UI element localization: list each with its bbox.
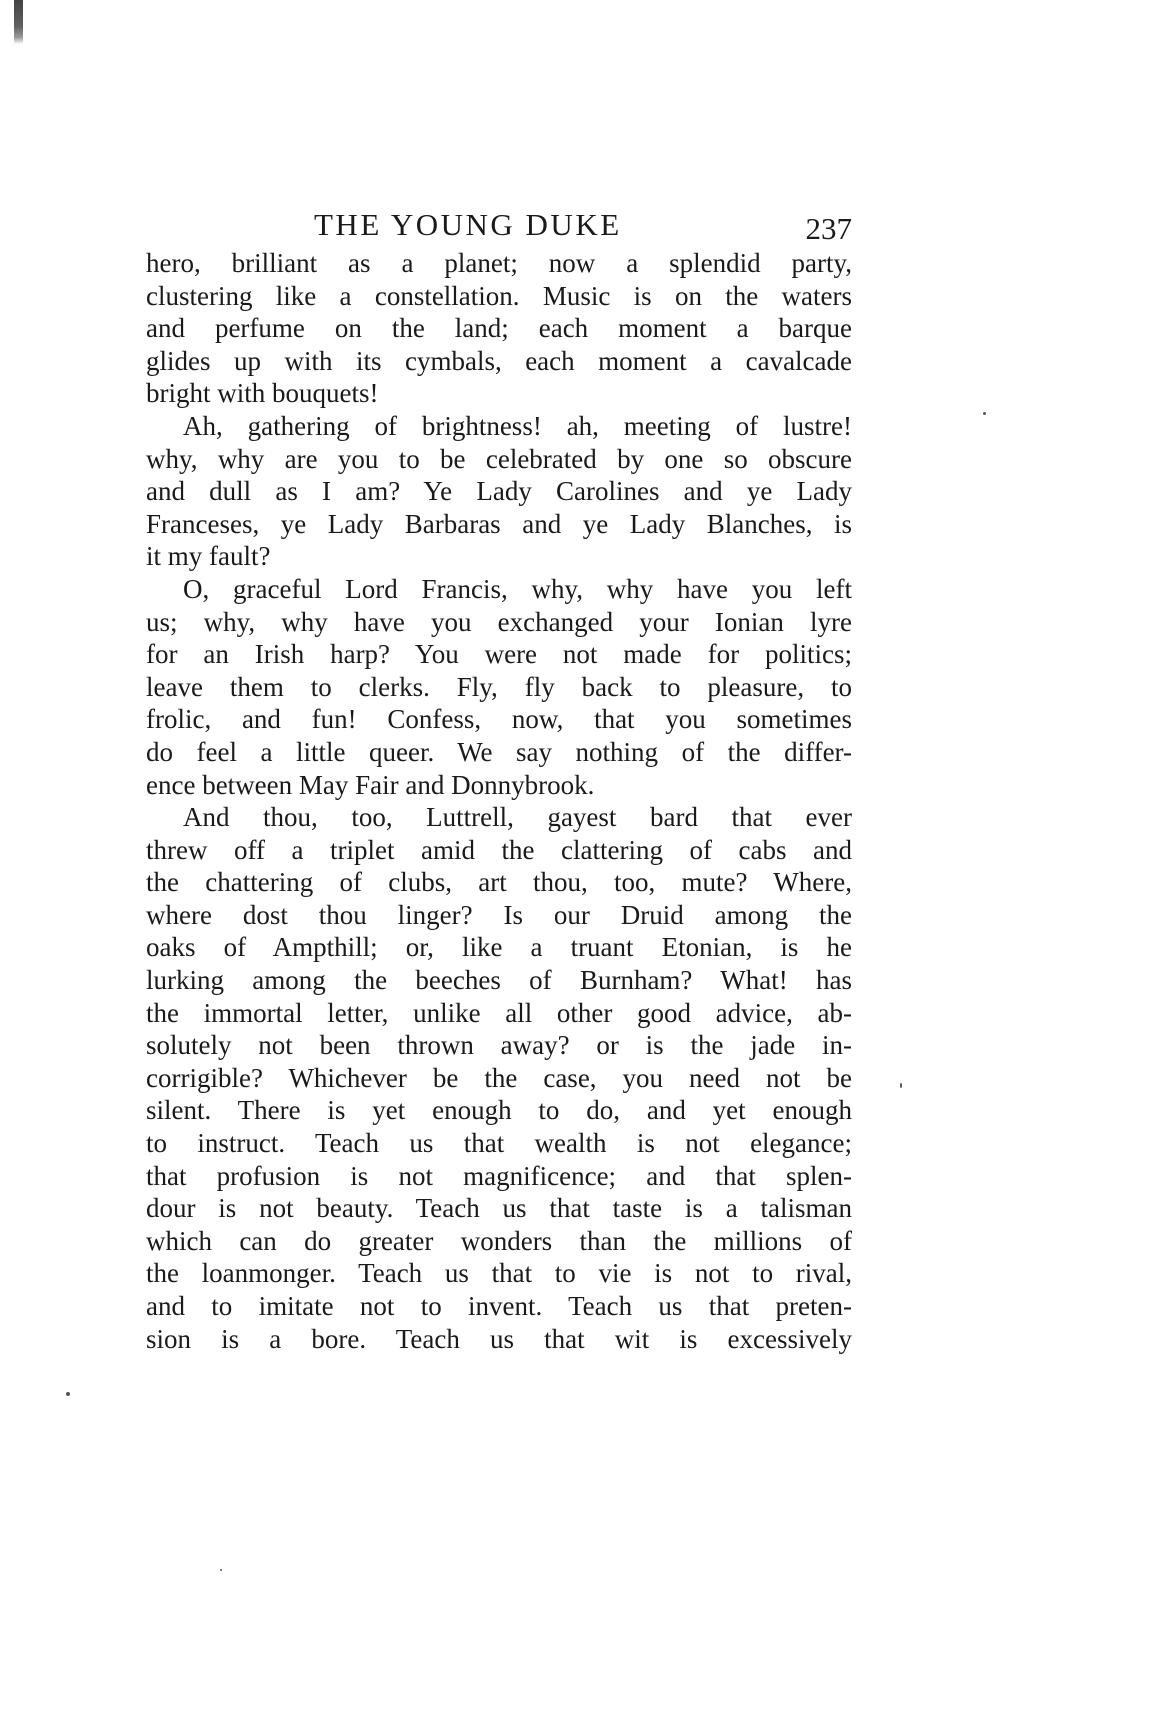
text-line: it my fault? (146, 541, 271, 572)
text-line: silent. There is yet enough to do, and yet enough (146, 1095, 852, 1126)
text-line: the chattering of clubs, art thou, too, mute? Where, (146, 867, 852, 898)
text-line: ence between May Fair and Donnybrook. (146, 769, 595, 800)
text-line: and perfume on the land; each moment a barque (146, 313, 852, 344)
text-line: Ah, gathering of brightness! ah, meeting of lustre! (183, 410, 852, 441)
text-line: corrigible? Whichever be the case, you need not be (146, 1062, 852, 1093)
scan-speck (220, 1569, 222, 1571)
text-line: frolic, and fun! Confess, now, that you sometimes (146, 704, 852, 735)
running-title: THE YOUNG DUKE (314, 207, 622, 242)
text-line: that profusion is not magnificence; and that splen- (146, 1160, 852, 1191)
text-line: do feel a little queer. We say nothing of the differ- (146, 736, 852, 767)
scan-speck (983, 412, 986, 415)
text-line: the loanmonger. Teach us that to vie is not to rival, (146, 1258, 852, 1289)
text-line: solutely not been thrown away? or is the jade in- (146, 1030, 852, 1061)
text-line: and to imitate not to invent. Teach us that preten- (146, 1291, 852, 1321)
text-line: glides up with its cymbals, each moment a cavalcade (146, 345, 852, 376)
text-line: threw off a triplet amid the clattering of cabs and (146, 834, 852, 865)
text-line: where dost thou linger? Is our Druid among the (146, 899, 852, 930)
text-line: which can do greater wonders than the millions of (146, 1225, 852, 1256)
text-line: And thou, too, Luttrell, gayest bard that ever (183, 802, 852, 833)
page-header (146, 205, 852, 253)
scan-speck (66, 1392, 70, 1396)
text-line: bright with bouquets! (146, 378, 379, 409)
scan-speck (900, 1083, 902, 1088)
body-text (146, 247, 852, 1355)
text-line: O, graceful Lord Francis, why, why have you left (183, 573, 852, 604)
scan-edge-mark (14, 0, 23, 44)
text-line: hero, brilliant as a planet; now a splendid party, (146, 248, 852, 278)
text-line: clustering like a constellation. Music is on the waters (146, 280, 852, 311)
text-line: dour is not beauty. Teach us that taste is a talisman (146, 1193, 852, 1224)
text-line: us; why, why have you exchanged your Ionian lyre (146, 606, 852, 637)
text-line: lurking among the beeches of Burnham? What! has (146, 965, 852, 996)
text-line: oaks of Ampthill; or, like a truant Etonian, is he (146, 932, 852, 963)
text-line: to instruct. Teach us that wealth is not elegance; (146, 1128, 852, 1159)
text-line: why, why are you to be celebrated by one so obscure (146, 443, 852, 474)
text-line: leave them to clerks. Fly, fly back to pleasure, to (146, 671, 852, 702)
text-line: for an Irish harp? You were not made for politics; (146, 639, 852, 670)
text-line: sion is a bore. Teach us that wit is excessively (146, 1323, 852, 1354)
text-line: the immortal letter, unlike all other good advice, ab- (146, 997, 852, 1028)
text-line: Franceses, ye Lady Barbaras and ye Lady Blanches, is (146, 508, 852, 539)
page-number: 237 (805, 211, 852, 246)
text-line: and dull as I am? Ye Lady Carolines and ye Lady (146, 476, 852, 507)
